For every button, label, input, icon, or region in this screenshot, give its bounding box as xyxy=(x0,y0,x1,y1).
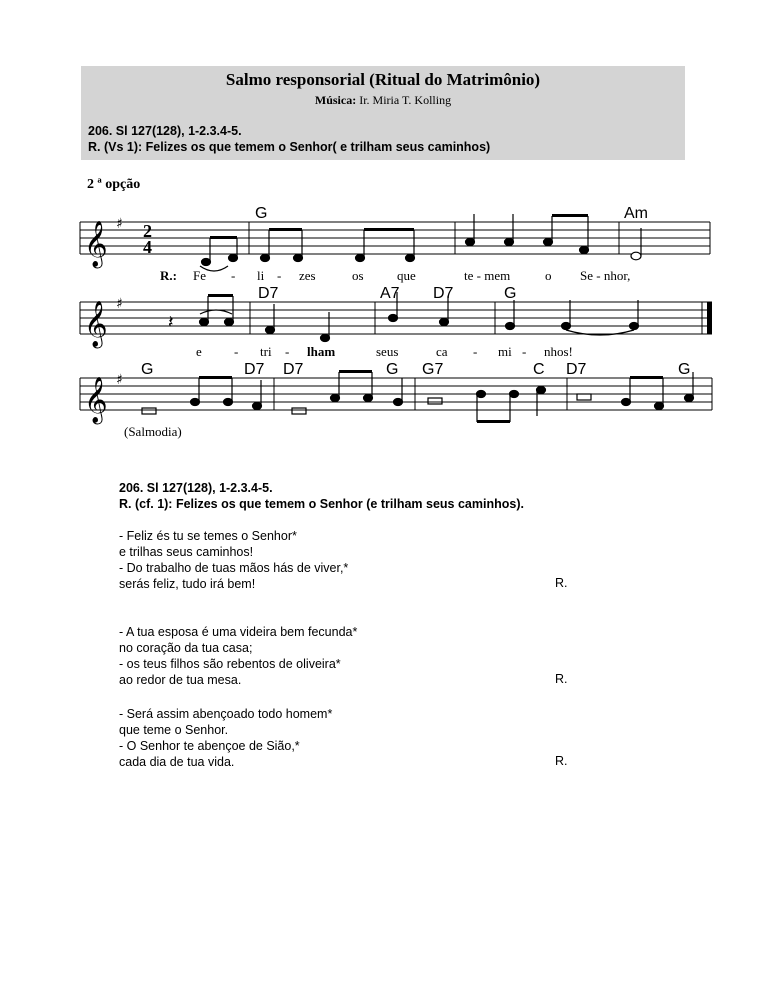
chord: C xyxy=(533,361,545,378)
stanza-2 xyxy=(119,624,357,688)
lyric: Fe xyxy=(193,268,206,283)
lyric: tri xyxy=(260,344,272,359)
verse-line: - Será assim abençoado todo homem* xyxy=(119,707,333,721)
treble-clef-icon: 𝄞 xyxy=(84,301,108,347)
header-refrain: R. (Vs 1): Felizes os que temem o Senhor( e trilham seus caminhos) xyxy=(88,140,491,154)
chord: D7 xyxy=(433,285,454,302)
chord: D7 xyxy=(244,361,265,378)
lyric: Se - nhor, xyxy=(580,268,631,283)
salmodia-label: (Salmodia) xyxy=(124,424,182,439)
chord: A7 xyxy=(380,285,400,302)
page-title: Salmo responsorial (Ritual do Matrimônio) xyxy=(225,70,541,89)
lyric: - xyxy=(231,268,236,283)
time-signature-top: 2 xyxy=(143,221,152,241)
lyric: mi xyxy=(498,344,512,359)
option-label: 2 ª opção xyxy=(87,177,141,192)
sharp-icon: ♯ xyxy=(116,216,123,232)
credit-name: Ir. Miria T. Kolling xyxy=(359,93,452,107)
lyric: nhos! xyxy=(544,344,573,359)
verse-line: que teme o Senhor. xyxy=(119,723,229,737)
stanza-1 xyxy=(119,528,348,592)
response-mark: R. xyxy=(555,754,568,768)
treble-clef-icon: 𝄞 xyxy=(84,377,108,423)
lyric: o xyxy=(545,268,552,283)
verse-line: no coração da tua casa; xyxy=(119,641,253,655)
verse-line: cada dia de tua vida. xyxy=(119,755,235,769)
lyric: - xyxy=(277,268,282,283)
chord: G xyxy=(141,361,154,378)
final-barline xyxy=(707,302,712,334)
verse-line: - os teus filhos são rebentos de oliveira* xyxy=(119,657,341,671)
chord: D7 xyxy=(566,361,587,378)
staff-1 xyxy=(80,222,710,254)
chord: D7 xyxy=(283,361,304,378)
psalm-ref: 206. Sl 127(128), 1-2.3.4-5. xyxy=(119,481,273,495)
lyric: - xyxy=(522,344,527,359)
verse-line: - Feliz és tu se temes o Senhor* xyxy=(119,529,297,543)
lyric: os xyxy=(352,268,364,283)
treble-clef-icon: 𝄞 xyxy=(84,221,108,267)
verse-line: ao redor de tua mesa. xyxy=(119,673,242,687)
time-signature-bottom: 4 xyxy=(143,237,152,257)
chord: G xyxy=(678,361,691,378)
sharp-icon: ♯ xyxy=(116,296,123,312)
lyric: e xyxy=(196,344,202,359)
chord: G xyxy=(504,285,517,302)
chord: Am xyxy=(624,205,648,222)
chord: G7 xyxy=(422,361,444,378)
verse-line: - O Senhor te abençoe de Sião,* xyxy=(119,739,300,753)
verse-line: - Do trabalho de tuas mãos hás de viver,* xyxy=(119,561,349,575)
verse-line: - A tua esposa é uma videira bem fecunda* xyxy=(119,625,358,639)
stanza-3 xyxy=(119,706,332,770)
lyric: - xyxy=(285,344,290,359)
lyric: - xyxy=(234,344,239,359)
chord: G xyxy=(386,361,399,378)
verse-line: serás feliz, tudo irá bem! xyxy=(119,577,256,591)
lyric: - xyxy=(473,344,478,359)
lyric: lham xyxy=(307,344,336,359)
sharp-icon: ♯ xyxy=(116,372,123,388)
verse-line: e trilhas seus caminhos! xyxy=(119,545,254,559)
lyric: te - mem xyxy=(464,268,511,283)
refrain-marker: R.: xyxy=(160,268,177,283)
chord: D7 xyxy=(258,285,279,302)
credit-label: Música: xyxy=(314,93,357,107)
psalm-refrain: R. (cf. 1): Felizes os que temem o Senhor (e trilham seus caminhos). xyxy=(119,497,524,511)
response-mark: R. xyxy=(555,576,568,590)
response-mark: R. xyxy=(555,672,568,686)
lyric: seus xyxy=(376,344,399,359)
notes-system-1 xyxy=(200,214,641,271)
quarter-rest-icon: 𝄽 xyxy=(168,312,174,333)
lyric: ca xyxy=(436,344,448,359)
chord: G xyxy=(255,205,268,222)
lyric: zes xyxy=(299,268,316,283)
lyric: que xyxy=(397,268,416,283)
lyric: li xyxy=(257,268,265,283)
header-psalm-ref: 206. Sl 127(128), 1-2.3.4-5. xyxy=(88,124,242,138)
